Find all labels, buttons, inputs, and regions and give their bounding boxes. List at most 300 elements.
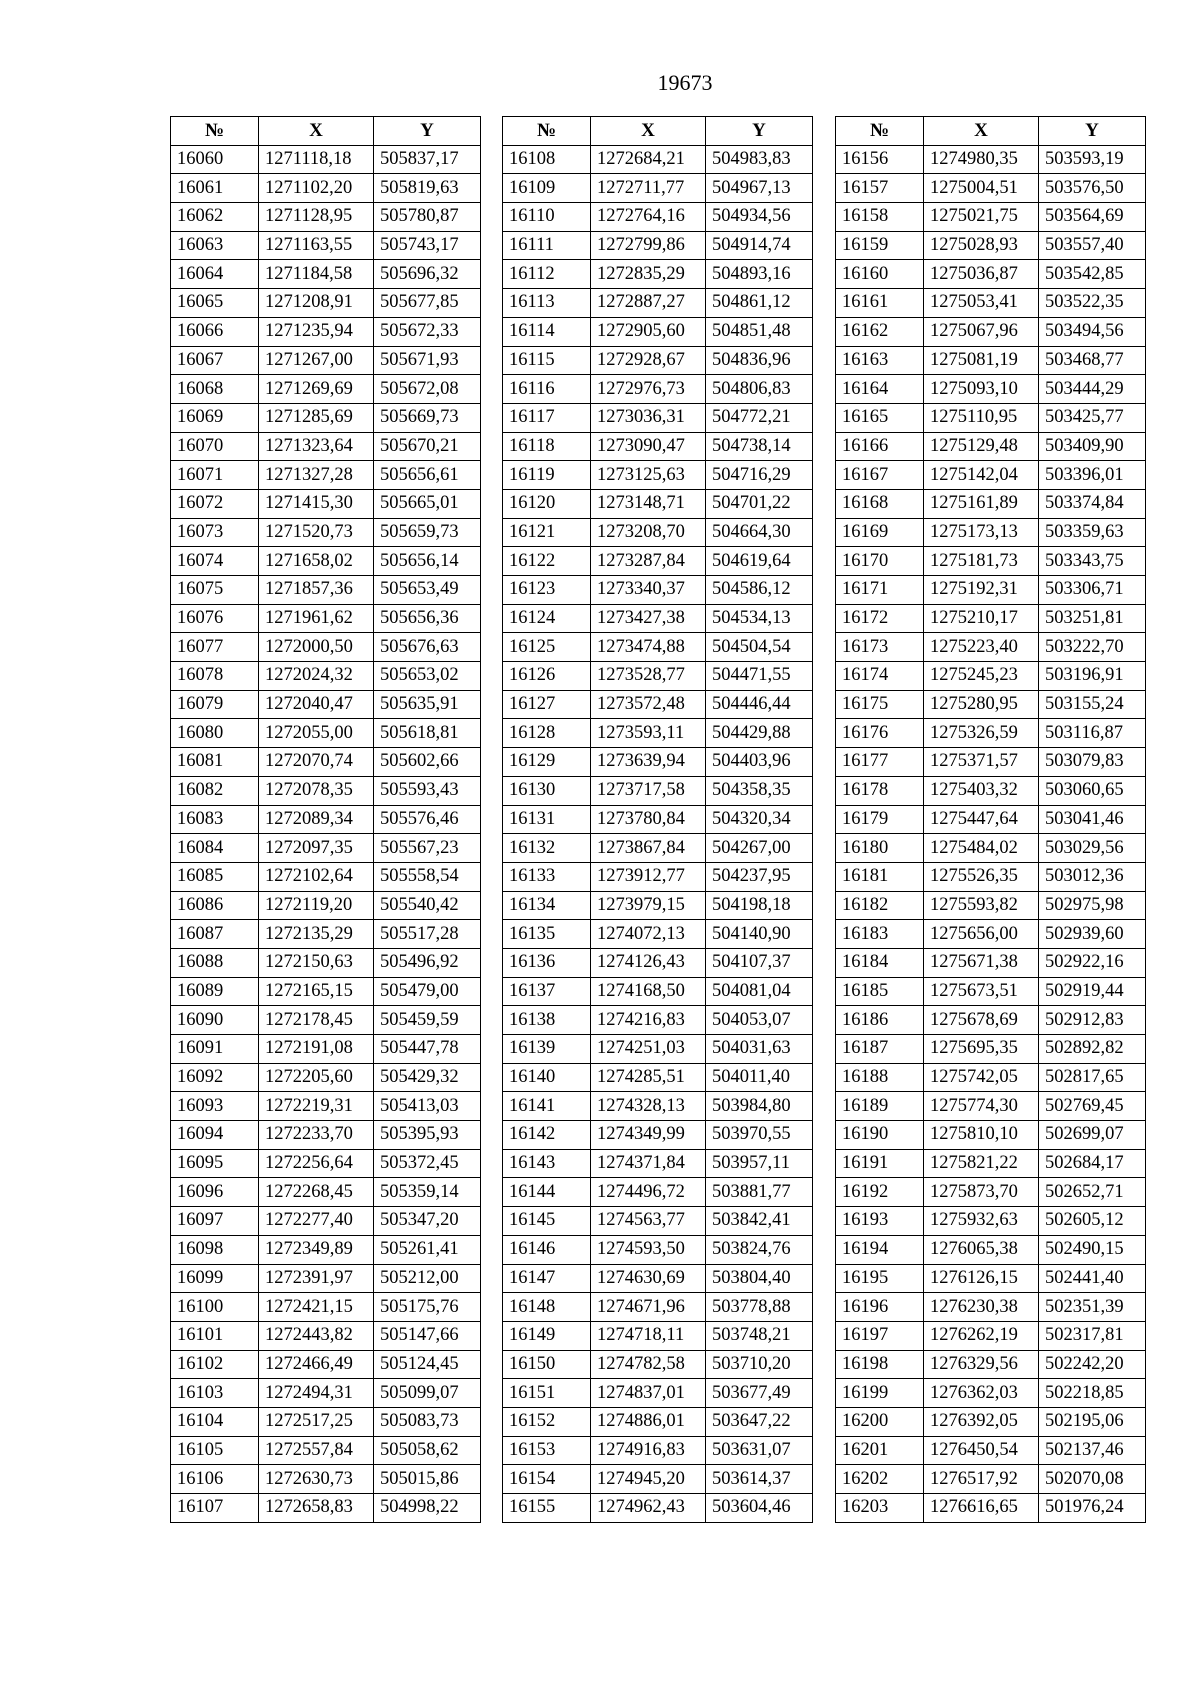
- point-number: 16084: [171, 834, 259, 863]
- x-coordinate: 1276450,54: [924, 1436, 1039, 1465]
- x-coordinate: 1272078,35: [259, 776, 374, 805]
- table-row: [171, 346, 481, 375]
- x-coordinate: 1274718,11: [591, 1321, 706, 1350]
- point-number: 16169: [836, 518, 924, 547]
- y-coordinate: 504861,12: [706, 289, 813, 318]
- x-coordinate: 1272256,64: [259, 1149, 374, 1178]
- point-number: 16167: [836, 461, 924, 490]
- y-coordinate: 503593,19: [1039, 145, 1146, 174]
- point-number: 16189: [836, 1092, 924, 1121]
- x-coordinate: 1271285,69: [259, 403, 374, 432]
- table-row: [171, 1379, 481, 1408]
- x-coordinate: 1274216,83: [591, 1006, 706, 1035]
- y-coordinate: 505347,20: [374, 1207, 481, 1236]
- point-number: 16202: [836, 1465, 924, 1494]
- point-number: 16127: [503, 690, 591, 719]
- table-row: [503, 489, 813, 518]
- point-number: 16152: [503, 1407, 591, 1436]
- y-coordinate: 503542,85: [1039, 260, 1146, 289]
- table-row: [836, 518, 1146, 547]
- point-number: 16079: [171, 690, 259, 719]
- x-coordinate: 1272443,82: [259, 1321, 374, 1350]
- y-coordinate: 505099,07: [374, 1379, 481, 1408]
- y-coordinate: 505656,36: [374, 604, 481, 633]
- x-coordinate: 1272178,45: [259, 1006, 374, 1035]
- table-row: [503, 834, 813, 863]
- x-coordinate: 1272835,29: [591, 260, 706, 289]
- point-number: 16075: [171, 576, 259, 605]
- x-coordinate: 1275161,89: [924, 489, 1039, 518]
- x-coordinate: 1271327,28: [259, 461, 374, 490]
- table-row: [503, 174, 813, 203]
- point-number: 16112: [503, 260, 591, 289]
- table-row: [836, 1293, 1146, 1322]
- x-coordinate: 1271208,91: [259, 289, 374, 318]
- y-coordinate: 503522,35: [1039, 289, 1146, 318]
- table-row: [503, 948, 813, 977]
- x-coordinate: 1272711,77: [591, 174, 706, 203]
- y-coordinate: 503116,87: [1039, 719, 1146, 748]
- table-row: [171, 834, 481, 863]
- y-coordinate: 505671,93: [374, 346, 481, 375]
- header-row: [836, 117, 1146, 146]
- y-coordinate: 502817,65: [1039, 1063, 1146, 1092]
- point-number: 16175: [836, 690, 924, 719]
- x-coordinate: 1272089,34: [259, 805, 374, 834]
- y-coordinate: 503557,40: [1039, 231, 1146, 260]
- point-number: 16106: [171, 1465, 259, 1494]
- table-row: [836, 346, 1146, 375]
- header-y: Y: [374, 117, 481, 146]
- point-number: 16191: [836, 1149, 924, 1178]
- point-number: 16123: [503, 576, 591, 605]
- point-number: 16086: [171, 891, 259, 920]
- table-row: [171, 576, 481, 605]
- x-coordinate: 1271658,02: [259, 547, 374, 576]
- point-number: 16196: [836, 1293, 924, 1322]
- y-coordinate: 503060,65: [1039, 776, 1146, 805]
- point-number: 16146: [503, 1235, 591, 1264]
- table-row: [836, 719, 1146, 748]
- y-coordinate: 504198,18: [706, 891, 813, 920]
- x-coordinate: 1274168,50: [591, 977, 706, 1006]
- table-row: [503, 690, 813, 719]
- table-row: [171, 662, 481, 691]
- y-coordinate: 503984,80: [706, 1092, 813, 1121]
- y-coordinate: 504836,96: [706, 346, 813, 375]
- y-coordinate: 503881,77: [706, 1178, 813, 1207]
- y-coordinate: 503710,20: [706, 1350, 813, 1379]
- x-coordinate: 1273639,94: [591, 748, 706, 777]
- y-coordinate: 504983,83: [706, 145, 813, 174]
- y-coordinate: 505212,00: [374, 1264, 481, 1293]
- point-number: 16124: [503, 604, 591, 633]
- header-y: Y: [1039, 117, 1146, 146]
- table-row: [503, 805, 813, 834]
- table-row: [503, 1121, 813, 1150]
- table-row: [836, 1092, 1146, 1121]
- table-row: [171, 547, 481, 576]
- y-coordinate: 504716,29: [706, 461, 813, 490]
- point-number: 16136: [503, 948, 591, 977]
- y-coordinate: 502070,08: [1039, 1465, 1146, 1494]
- point-number: 16181: [836, 862, 924, 891]
- x-coordinate: 1272349,89: [259, 1235, 374, 1264]
- y-coordinate: 505743,17: [374, 231, 481, 260]
- x-coordinate: 1275110,95: [924, 403, 1039, 432]
- y-coordinate: 502218,85: [1039, 1379, 1146, 1408]
- y-coordinate: 503041,46: [1039, 805, 1146, 834]
- point-number: 16190: [836, 1121, 924, 1150]
- y-coordinate: 502490,15: [1039, 1235, 1146, 1264]
- table-row: [503, 1436, 813, 1465]
- x-coordinate: 1274916,83: [591, 1436, 706, 1465]
- y-coordinate: 505672,33: [374, 317, 481, 346]
- table-row: [503, 1063, 813, 1092]
- x-coordinate: 1272799,86: [591, 231, 706, 260]
- y-coordinate: 503804,40: [706, 1264, 813, 1293]
- table-row: [836, 891, 1146, 920]
- point-number: 16172: [836, 604, 924, 633]
- point-number: 16200: [836, 1407, 924, 1436]
- y-coordinate: 505656,14: [374, 547, 481, 576]
- point-number: 16170: [836, 547, 924, 576]
- y-coordinate: 502699,07: [1039, 1121, 1146, 1150]
- point-number: 16093: [171, 1092, 259, 1121]
- y-coordinate: 503604,46: [706, 1494, 813, 1523]
- x-coordinate: 1272557,84: [259, 1436, 374, 1465]
- y-coordinate: 502922,16: [1039, 948, 1146, 977]
- table-row: [836, 1436, 1146, 1465]
- y-coordinate: 505780,87: [374, 203, 481, 232]
- table-row: [836, 203, 1146, 232]
- table-row: [503, 662, 813, 691]
- y-coordinate: 505653,02: [374, 662, 481, 691]
- point-number: 16095: [171, 1149, 259, 1178]
- x-coordinate: 1275036,87: [924, 260, 1039, 289]
- table-row: [836, 547, 1146, 576]
- point-number: 16153: [503, 1436, 591, 1465]
- point-number: 16063: [171, 231, 259, 260]
- x-coordinate: 1272630,73: [259, 1465, 374, 1494]
- x-coordinate: 1275028,93: [924, 231, 1039, 260]
- coordinates-table-3: [835, 116, 1146, 1523]
- point-number: 16076: [171, 604, 259, 633]
- coordinates-table-2: [502, 116, 813, 1523]
- table-row: [503, 145, 813, 174]
- point-number: 16132: [503, 834, 591, 863]
- table-row: [503, 977, 813, 1006]
- point-number: 16096: [171, 1178, 259, 1207]
- x-coordinate: 1272391,97: [259, 1264, 374, 1293]
- point-number: 16099: [171, 1264, 259, 1293]
- table-row: [836, 1063, 1146, 1092]
- x-coordinate: 1274980,35: [924, 145, 1039, 174]
- y-coordinate: 502317,81: [1039, 1321, 1146, 1350]
- table-row: [171, 231, 481, 260]
- point-number: 16173: [836, 633, 924, 662]
- x-coordinate: 1273148,71: [591, 489, 706, 518]
- point-number: 16117: [503, 403, 591, 432]
- x-coordinate: 1275081,19: [924, 346, 1039, 375]
- x-coordinate: 1276329,56: [924, 1350, 1039, 1379]
- table-row: [503, 375, 813, 404]
- point-number: 16100: [171, 1293, 259, 1322]
- x-coordinate: 1273036,31: [591, 403, 706, 432]
- x-coordinate: 1274126,43: [591, 948, 706, 977]
- table-row: [171, 1465, 481, 1494]
- y-coordinate: 504446,44: [706, 690, 813, 719]
- y-coordinate: 504320,34: [706, 805, 813, 834]
- y-coordinate: 501976,24: [1039, 1494, 1146, 1523]
- point-number: 16101: [171, 1321, 259, 1350]
- x-coordinate: 1272097,35: [259, 834, 374, 863]
- y-coordinate: 505517,28: [374, 920, 481, 949]
- table-row: [836, 1407, 1146, 1436]
- x-coordinate: 1274072,13: [591, 920, 706, 949]
- table-row: [836, 1350, 1146, 1379]
- y-coordinate: 503564,69: [1039, 203, 1146, 232]
- x-coordinate: 1272191,08: [259, 1035, 374, 1064]
- table-row: [171, 203, 481, 232]
- table-row: [503, 1494, 813, 1523]
- y-coordinate: 505576,46: [374, 805, 481, 834]
- point-number: 16197: [836, 1321, 924, 1350]
- point-number: 16157: [836, 174, 924, 203]
- point-number: 16168: [836, 489, 924, 518]
- point-number: 16147: [503, 1264, 591, 1293]
- point-number: 16068: [171, 375, 259, 404]
- x-coordinate: 1272119,20: [259, 891, 374, 920]
- x-coordinate: 1271857,36: [259, 576, 374, 605]
- point-number: 16104: [171, 1407, 259, 1436]
- point-number: 16113: [503, 289, 591, 318]
- x-coordinate: 1275873,70: [924, 1178, 1039, 1207]
- x-coordinate: 1272466,49: [259, 1350, 374, 1379]
- y-coordinate: 502975,98: [1039, 891, 1146, 920]
- point-number: 16143: [503, 1149, 591, 1178]
- table-row: [836, 834, 1146, 863]
- y-coordinate: 504504,54: [706, 633, 813, 662]
- table-row: [171, 518, 481, 547]
- table-row: [503, 518, 813, 547]
- table-row: [836, 432, 1146, 461]
- table-row: [503, 432, 813, 461]
- x-coordinate: 1275695,35: [924, 1035, 1039, 1064]
- table-row: [836, 375, 1146, 404]
- y-coordinate: 505124,45: [374, 1350, 481, 1379]
- header-y: Y: [706, 117, 813, 146]
- x-coordinate: 1271102,20: [259, 174, 374, 203]
- x-coordinate: 1272684,21: [591, 145, 706, 174]
- point-number: 16162: [836, 317, 924, 346]
- x-coordinate: 1276126,15: [924, 1264, 1039, 1293]
- x-coordinate: 1276392,05: [924, 1407, 1039, 1436]
- table-row: [171, 1207, 481, 1236]
- x-coordinate: 1275067,96: [924, 317, 1039, 346]
- y-coordinate: 505837,17: [374, 145, 481, 174]
- table-row: [503, 776, 813, 805]
- point-number: 16158: [836, 203, 924, 232]
- y-coordinate: 504851,48: [706, 317, 813, 346]
- table-row: [171, 1321, 481, 1350]
- point-number: 16138: [503, 1006, 591, 1035]
- point-number: 16060: [171, 145, 259, 174]
- x-coordinate: 1275192,31: [924, 576, 1039, 605]
- x-coordinate: 1274349,99: [591, 1121, 706, 1150]
- point-number: 16144: [503, 1178, 591, 1207]
- y-coordinate: 504772,21: [706, 403, 813, 432]
- table-row: [171, 862, 481, 891]
- point-number: 16198: [836, 1350, 924, 1379]
- table-row: [171, 977, 481, 1006]
- y-coordinate: 505058,62: [374, 1436, 481, 1465]
- x-coordinate: 1274630,69: [591, 1264, 706, 1293]
- table-row: [836, 1035, 1146, 1064]
- table-row: [503, 317, 813, 346]
- y-coordinate: 503374,84: [1039, 489, 1146, 518]
- point-number: 16154: [503, 1465, 591, 1494]
- y-coordinate: 503425,77: [1039, 403, 1146, 432]
- point-number: 16179: [836, 805, 924, 834]
- y-coordinate: 502351,39: [1039, 1293, 1146, 1322]
- point-number: 16097: [171, 1207, 259, 1236]
- point-number: 16131: [503, 805, 591, 834]
- x-coordinate: 1272102,64: [259, 862, 374, 891]
- y-coordinate: 505083,73: [374, 1407, 481, 1436]
- table-row: [503, 920, 813, 949]
- table-row: [171, 719, 481, 748]
- y-coordinate: 502919,44: [1039, 977, 1146, 1006]
- coordinates-table-1: [170, 116, 481, 1523]
- point-number: 16073: [171, 518, 259, 547]
- x-coordinate: 1272764,16: [591, 203, 706, 232]
- y-coordinate: 504081,04: [706, 977, 813, 1006]
- table-row: [836, 403, 1146, 432]
- table-row: [503, 1092, 813, 1121]
- x-coordinate: 1275593,82: [924, 891, 1039, 920]
- table-row: [836, 690, 1146, 719]
- point-number: 16116: [503, 375, 591, 404]
- x-coordinate: 1273867,84: [591, 834, 706, 863]
- header-x: X: [591, 117, 706, 146]
- y-coordinate: 505429,32: [374, 1063, 481, 1092]
- x-coordinate: 1271184,58: [259, 260, 374, 289]
- x-coordinate: 1276362,03: [924, 1379, 1039, 1408]
- point-number: 16067: [171, 346, 259, 375]
- x-coordinate: 1275371,57: [924, 748, 1039, 777]
- point-number: 16155: [503, 1494, 591, 1523]
- point-number: 16166: [836, 432, 924, 461]
- x-coordinate: 1271961,62: [259, 604, 374, 633]
- y-coordinate: 504011,40: [706, 1063, 813, 1092]
- y-coordinate: 504914,74: [706, 231, 813, 260]
- point-number: 16188: [836, 1063, 924, 1092]
- point-number: 16140: [503, 1063, 591, 1092]
- point-number: 16119: [503, 461, 591, 490]
- point-number: 16134: [503, 891, 591, 920]
- y-coordinate: 505593,43: [374, 776, 481, 805]
- table-row: [171, 776, 481, 805]
- x-coordinate: 1272658,83: [259, 1494, 374, 1523]
- x-coordinate: 1272928,67: [591, 346, 706, 375]
- y-coordinate: 502137,46: [1039, 1436, 1146, 1465]
- y-coordinate: 502892,82: [1039, 1035, 1146, 1064]
- y-coordinate: 504701,22: [706, 489, 813, 518]
- y-coordinate: 505413,03: [374, 1092, 481, 1121]
- point-number: 16165: [836, 403, 924, 432]
- header-row: [171, 117, 481, 146]
- table-row: [836, 1207, 1146, 1236]
- table-row: [503, 1293, 813, 1322]
- x-coordinate: 1273912,77: [591, 862, 706, 891]
- table-row: [503, 289, 813, 318]
- table-row: [503, 748, 813, 777]
- table-row: [171, 260, 481, 289]
- y-coordinate: 503196,91: [1039, 662, 1146, 691]
- table-row: [171, 1436, 481, 1465]
- point-number: 16069: [171, 403, 259, 432]
- point-number: 16187: [836, 1035, 924, 1064]
- point-number: 16174: [836, 662, 924, 691]
- x-coordinate: 1272233,70: [259, 1121, 374, 1150]
- x-coordinate: 1273474,88: [591, 633, 706, 662]
- point-number: 16148: [503, 1293, 591, 1322]
- point-number: 16141: [503, 1092, 591, 1121]
- y-coordinate: 502769,45: [1039, 1092, 1146, 1121]
- y-coordinate: 504664,30: [706, 518, 813, 547]
- y-coordinate: 502684,17: [1039, 1149, 1146, 1178]
- point-number: 16176: [836, 719, 924, 748]
- x-coordinate: 1271520,73: [259, 518, 374, 547]
- point-number: 16149: [503, 1321, 591, 1350]
- y-coordinate: 503359,63: [1039, 518, 1146, 547]
- table-row: [503, 547, 813, 576]
- x-coordinate: 1271128,95: [259, 203, 374, 232]
- x-coordinate: 1275129,48: [924, 432, 1039, 461]
- x-coordinate: 1272070,74: [259, 748, 374, 777]
- table-row: [171, 690, 481, 719]
- point-number: 16071: [171, 461, 259, 490]
- point-number: 16072: [171, 489, 259, 518]
- point-number: 16142: [503, 1121, 591, 1150]
- x-coordinate: 1271235,94: [259, 317, 374, 346]
- y-coordinate: 503842,41: [706, 1207, 813, 1236]
- y-coordinate: 504403,96: [706, 748, 813, 777]
- x-coordinate: 1276517,92: [924, 1465, 1039, 1494]
- x-coordinate: 1272165,15: [259, 977, 374, 1006]
- y-coordinate: 502441,40: [1039, 1264, 1146, 1293]
- point-number: 16150: [503, 1350, 591, 1379]
- y-coordinate: 502939,60: [1039, 920, 1146, 949]
- y-coordinate: 505670,21: [374, 432, 481, 461]
- x-coordinate: 1273427,38: [591, 604, 706, 633]
- table-row: [171, 891, 481, 920]
- table-row: [836, 1006, 1146, 1035]
- table-row: [171, 1235, 481, 1264]
- x-coordinate: 1272976,73: [591, 375, 706, 404]
- y-coordinate: 505665,01: [374, 489, 481, 518]
- point-number: 16061: [171, 174, 259, 203]
- y-coordinate: 504893,16: [706, 260, 813, 289]
- point-number: 16077: [171, 633, 259, 662]
- table-row: [503, 719, 813, 748]
- x-coordinate: 1272905,60: [591, 317, 706, 346]
- y-coordinate: 503614,37: [706, 1465, 813, 1494]
- table-row: [503, 1207, 813, 1236]
- point-number: 16082: [171, 776, 259, 805]
- point-number: 16088: [171, 948, 259, 977]
